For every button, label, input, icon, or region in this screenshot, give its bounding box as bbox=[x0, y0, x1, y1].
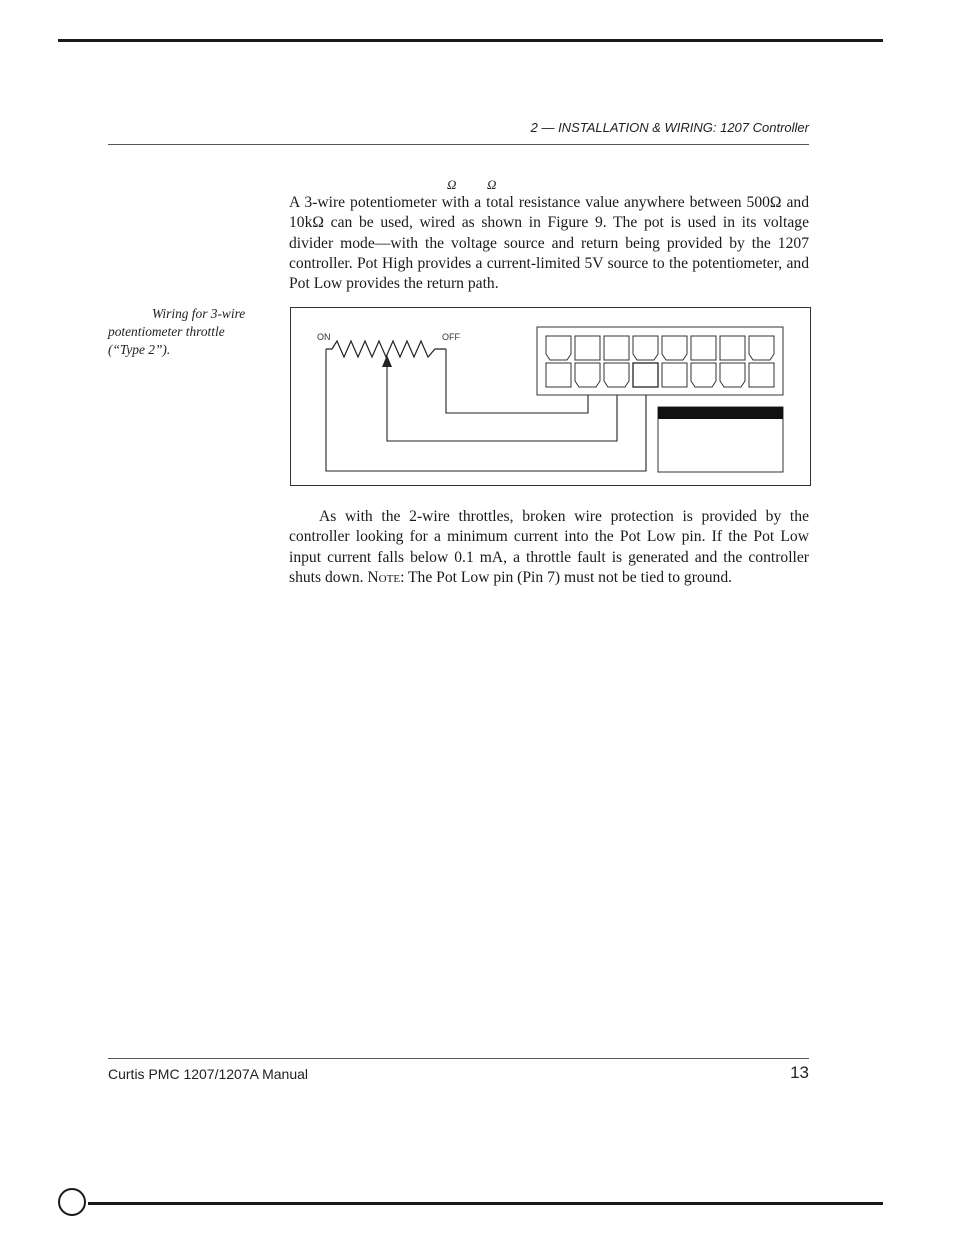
pot-off-label: OFF bbox=[442, 332, 460, 342]
pin bbox=[633, 363, 658, 387]
running-head: 2 — INSTALLATION & WIRING: 1207 Controller bbox=[530, 120, 809, 135]
paragraph-text: As with the 2-wire throttles, broken wire protection is provided by the controller looking for a minimum current into the Pot Low pin. If the Pot Low input current falls below 0.1 mA, a throttle fault is generated and the controller shuts down. bbox=[289, 508, 809, 586]
pin bbox=[749, 336, 774, 360]
pin bbox=[749, 363, 774, 387]
pin bbox=[604, 336, 629, 360]
header-rule bbox=[108, 144, 809, 145]
wiring-diagram bbox=[290, 307, 811, 486]
caption-line: (“Type 2”). bbox=[108, 342, 171, 357]
binding-hole-icon bbox=[58, 1188, 86, 1216]
pin bbox=[546, 363, 571, 387]
pin-key-header bbox=[658, 407, 783, 419]
page-number: 13 bbox=[790, 1063, 809, 1082]
pin bbox=[691, 336, 716, 360]
connector-housing bbox=[537, 327, 783, 395]
note-label: Note bbox=[367, 568, 401, 586]
pin bbox=[575, 363, 600, 387]
omega-glyph: Ω bbox=[447, 177, 457, 192]
caption-line: Wiring for 3-wire bbox=[152, 306, 246, 321]
body-paragraph bbox=[289, 507, 809, 588]
pin bbox=[662, 336, 687, 360]
pin bbox=[604, 363, 629, 387]
body-paragraph: A 3-wire potentiometer with a total resistance value anywhere between 500Ω and 10kΩ can be used, wired as shown in Figure 9. The pot is used in its voltage divider mode—with the voltage source and return being provided by the 1207 controller. Pot High provides a current-limited 5V source to the potentiometer, and Pot Low provides the return path. bbox=[289, 194, 809, 293]
pin bbox=[633, 336, 658, 360]
caption-line: potentiometer throttle bbox=[108, 324, 225, 339]
figure-caption bbox=[108, 305, 258, 359]
top-rule bbox=[58, 39, 883, 42]
pin bbox=[720, 336, 745, 360]
pin bbox=[662, 363, 687, 387]
omega-glyph: Ω bbox=[487, 177, 497, 192]
note-text: : The Pot Low pin (Pin 7) must not be tied to ground. bbox=[400, 568, 733, 586]
bottom-rule bbox=[88, 1202, 883, 1205]
manual-title: Curtis PMC 1207/1207A Manual bbox=[108, 1066, 308, 1082]
wiring-figure bbox=[290, 307, 811, 486]
pin bbox=[720, 363, 745, 387]
pot-on-label: ON bbox=[317, 332, 331, 342]
pin bbox=[575, 336, 600, 360]
pin bbox=[546, 336, 571, 360]
pin bbox=[691, 363, 716, 387]
footer-rule bbox=[108, 1058, 809, 1059]
